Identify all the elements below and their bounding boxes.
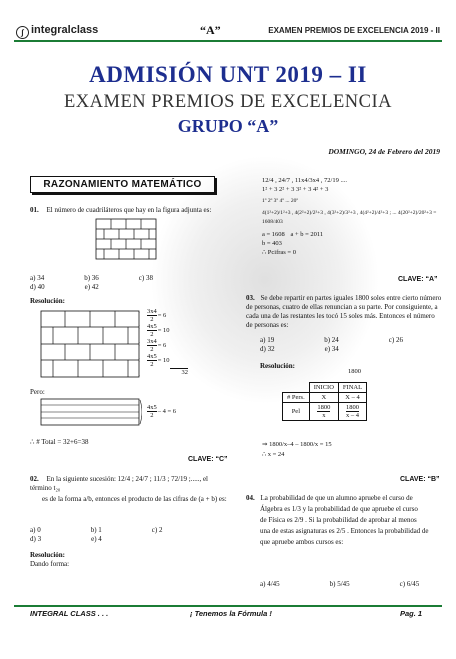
header-exam-title: EXAMEN PREMIOS DE EXCELENCIA 2019 - II	[268, 26, 440, 35]
option-d[interactable]: d) 3	[30, 535, 42, 543]
option-c[interactable]: c) 26	[388, 336, 403, 344]
option-c[interactable]: c) 38	[138, 274, 153, 282]
main-title: ADMISIÓN UNT 2019 – II	[89, 62, 367, 87]
resolution-figure	[40, 310, 140, 378]
q01-options	[30, 274, 153, 292]
question-02-text: es de la forma a/b, entonces el producto de las cifras de (a + b) es:	[42, 495, 227, 503]
sequence-denominators: 1² + 3 2² + 3 3² + 3 4² + 3	[262, 186, 329, 193]
option-a[interactable]: a) 34	[30, 274, 45, 282]
sequence-terms: 12/4 , 24/7 , 11x4/3x4 , 72/19 ....	[262, 177, 347, 184]
question-number: 01.	[30, 206, 39, 214]
resolution-label: Resolución:	[30, 297, 65, 305]
pero-label: Pero:	[30, 388, 45, 396]
general-term: 4(1²+2)/1²+3 , 4(2²+2)/2²+3 , 4(3²+2)/3²+3 , 4(4²+2)/4²+3 ; ... 4(20²+2)/20²+3 = 1608/403	[262, 210, 437, 225]
option-a[interactable]: a) 4/45	[260, 580, 280, 588]
pero-fraction: $\frac{4x5}{2}$ – 4 = 6	[147, 404, 177, 419]
pero-figure	[40, 398, 142, 426]
option-e[interactable]: e) 42	[84, 283, 99, 291]
option-d[interactable]: d) 32	[260, 345, 275, 353]
option-b[interactable]: b) 5/45	[329, 580, 350, 588]
footer-rule	[14, 605, 442, 607]
q02-dando-forma: Dando forma:	[30, 560, 70, 568]
exam-version: “A”	[200, 23, 221, 37]
option-c[interactable]: c) 2	[151, 526, 163, 534]
q03-equation: ⇒ 1800/x–4 – 1800/x = 15 ∴ x = 24	[262, 441, 332, 458]
option-e[interactable]: e) 34	[324, 345, 339, 353]
question-text: El número de cuadriláteros que hay en la figura adjunta es:	[46, 206, 212, 214]
brick-figure	[95, 218, 157, 260]
option-a[interactable]: a) 19	[260, 336, 275, 344]
resolution-fractions: $\frac{3x4}{2}$ = 6 $\frac{4x5}{2}$ = 10 $\frac{3x4}{2}$ = 6 $\frac{4x5}{2}$ = 10 32	[147, 308, 188, 376]
logo-text: integralclass	[31, 24, 99, 36]
term-indices: 1º 2º 3º 4º ... 20º	[262, 198, 299, 204]
page-number: Pag. 1	[400, 609, 423, 618]
question-01	[30, 206, 230, 215]
footer-brand: INTEGRAL CLASS . . .	[30, 609, 109, 618]
header-rule	[14, 40, 442, 42]
group-title: GRUPO “A”	[177, 116, 279, 136]
q02-options	[30, 526, 163, 544]
option-b[interactable]: b) 1	[90, 526, 102, 534]
question-02: 02. En la siguiente sucesión: 12/4 ; 24/7 ; 11/3 ; 72/19 ;....., el término t₂₀	[30, 475, 209, 492]
logo-icon: ∫	[16, 26, 29, 39]
exam-date: DOMINGO, 24 de Febrero del 2019	[328, 147, 440, 156]
q02-resolution-label: Resolución:	[30, 551, 65, 559]
option-c[interactable]: c) 6/45	[399, 580, 420, 588]
section-heading: RAZONAMIENTO MATEMÁTICO	[30, 176, 215, 193]
question-03: 03. Se debe repartir en partes iguales 1800 soles entre cierto número de personas, cuatro de ellas renuncian a su parte. Por consiguiente, a cada una de las restantes les tocó 15 soles más. Entonces el número de personas es:	[246, 294, 442, 329]
total-amount: 1800	[348, 368, 361, 375]
q04-options	[260, 580, 419, 589]
q01-answer-key: CLAVE: “C”	[188, 456, 228, 463]
q02-answer-key: CLAVE: “A”	[398, 276, 438, 283]
option-b[interactable]: b) 24	[324, 336, 339, 344]
sequence-solution: 12/4 , 24/7 , 11x4/3x4 , 72/19 .... 1² + 3 2² + 3 3² + 3 4² + 3 1º 2º 3º 4º ... 20º 4(1²+2)/1²+3 , 4(2²+2)/2²+3 , 4(3²+2)/3²+3 , 4(4²+2)/4²+3 ; ... 4(20²+2)/20²+3 = 1608/403 a = 1608 a + b = 2011 b = 403 ∴ Pcifras = 0	[262, 176, 442, 257]
question-04: 04. La probabilidad de que un alumno apruebe el curso de Álgebra es 1/3 y la probabilidad de que apruebe el curso de Física es 2/9 . Si la probabilidad de aprobar al menos una de estas asignaturas es 2/5 . Entonces la probabilidad de que apruebe ambos cursos es:	[246, 494, 429, 546]
option-a[interactable]: a) 0	[30, 526, 41, 534]
q03-resolution-label: Resolución:	[260, 362, 295, 370]
q03-answer-key: CLAVE: “B”	[400, 476, 440, 483]
footer-slogan: ¡ Tenemos la Fórmula !	[190, 609, 272, 618]
option-d[interactable]: d) 40	[30, 283, 45, 291]
q03-options	[260, 336, 403, 354]
subtitle: EXAMEN PREMIOS DE EXCELENCIA	[64, 92, 392, 112]
integral-logo	[16, 24, 98, 39]
option-e[interactable]: e) 4	[91, 535, 102, 543]
q01-total: ∴ # Total = 32+6=38	[30, 438, 89, 446]
q03-table: INICIO FINAL # Pers. X X – 4 Pel $\frac{1800}{x}$ $\frac{1800}{x - 4}$	[282, 382, 367, 421]
option-b[interactable]: b) 36	[84, 274, 99, 282]
